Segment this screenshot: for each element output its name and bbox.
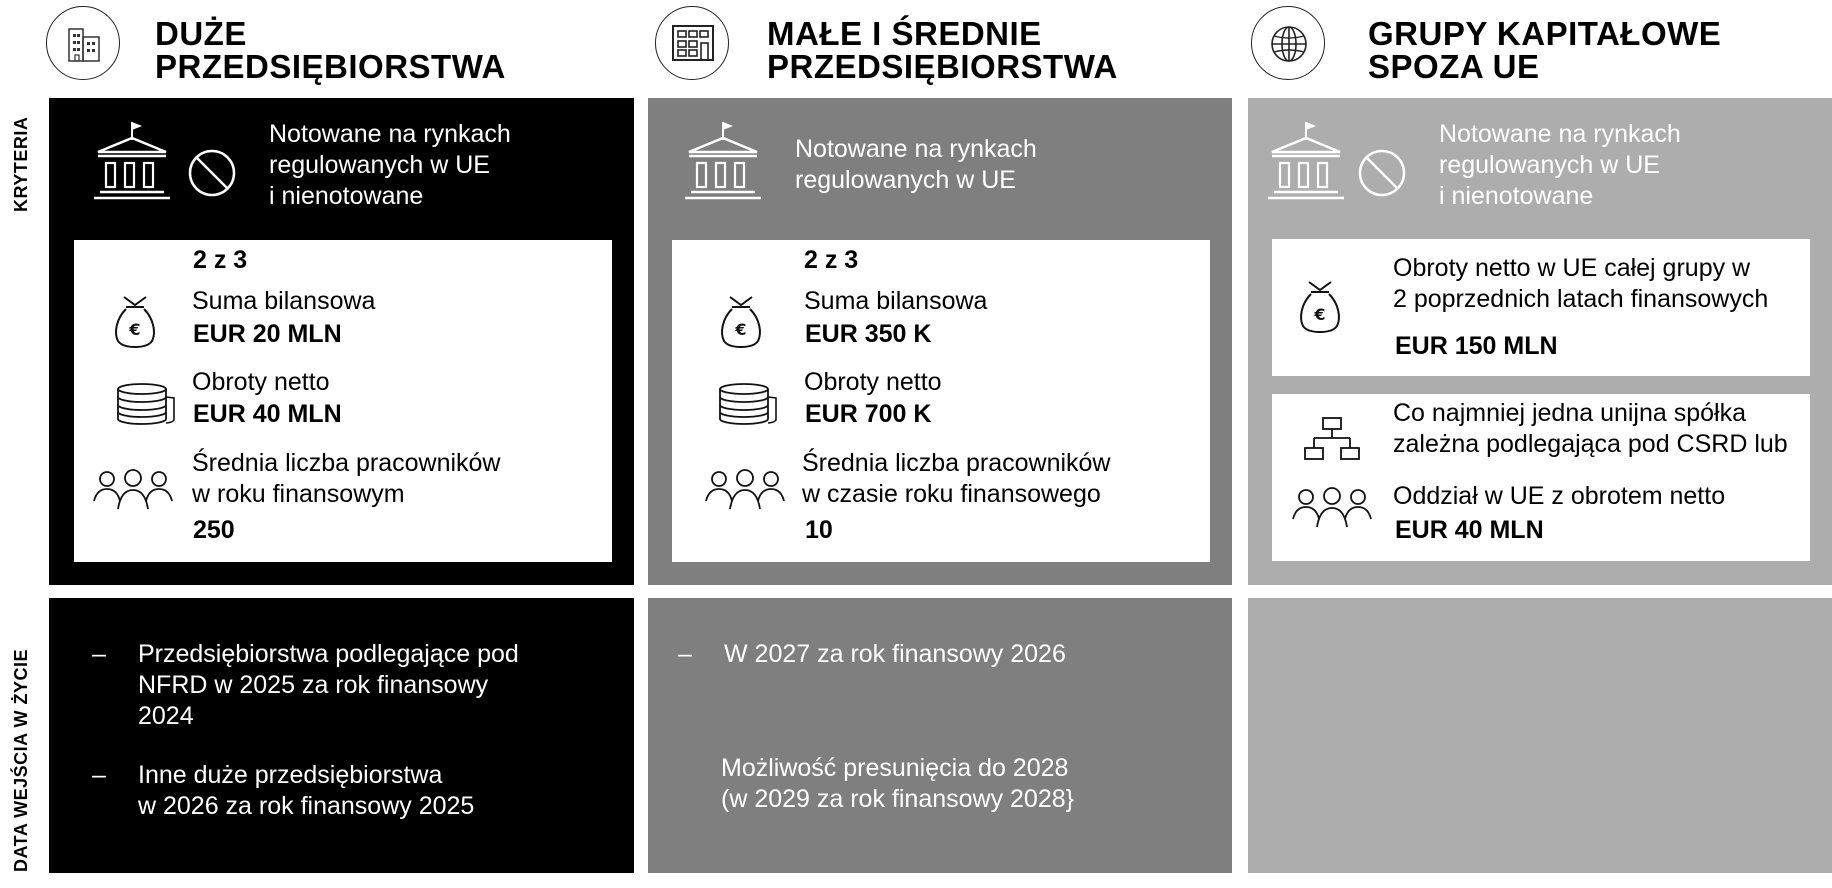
criterion-value: EUR 20 MLN <box>193 320 342 348</box>
svg-text:€: € <box>129 320 141 339</box>
group-turnover-value: EUR 150 MLN <box>1395 332 1558 360</box>
people-icon <box>1292 487 1372 529</box>
branch-value: EUR 40 MLN <box>1395 516 1544 544</box>
criterion-label: Obroty netto <box>804 368 942 396</box>
money-bag-icon <box>718 293 764 349</box>
criterion-label: Średnia liczba pracowników w czasie roku finansowego <box>802 449 1111 508</box>
building-grid-icon <box>655 6 729 80</box>
office-building-icon <box>46 6 120 80</box>
coin-stack-icon <box>116 382 176 426</box>
criterion-value: 250 <box>193 516 235 544</box>
postponement-note: Możliwość presunięcia do 2028 (w 2029 za rok finansowy 2028} <box>721 754 1074 813</box>
column-title-non-eu: GRUPY KAPITAŁOWE SPOZA UE <box>1368 15 1722 85</box>
date-item: W 2027 za rok finansowy 2026 <box>724 640 1066 668</box>
criterion-label: Suma bilansowa <box>192 287 376 315</box>
criterion-label: Średnia liczba pracowników w roku finansowym <box>192 449 501 508</box>
date-bullet: – <box>92 761 106 789</box>
branch-text: Oddział w UE z obrotem netto <box>1393 482 1726 510</box>
stock-exchange-icon <box>1266 118 1348 202</box>
listing-text-sme: Notowane na rynkach regulowanych w UE <box>795 135 1037 194</box>
date-panel-non-eu <box>1248 598 1832 873</box>
criterion-value: 10 <box>805 516 833 544</box>
stock-exchange-icon <box>92 118 174 202</box>
criterion-label: Suma bilansowa <box>804 287 988 315</box>
date-item: Inne duże przedsiębiorstwa w 2026 za rok finansowy 2025 <box>138 761 475 820</box>
threshold-heading: 2 z 3 <box>804 246 859 274</box>
criterion-value: EUR 40 MLN <box>193 400 342 428</box>
prohibited-icon <box>1356 147 1408 199</box>
effective-date-row-label: DATA WEJŚCIA W ŻYCIE <box>11 649 31 872</box>
column-title-large: DUŻE PRZEDSIĘBIORSTWA <box>155 15 506 85</box>
date-bullet: – <box>678 640 692 668</box>
people-icon <box>93 469 173 511</box>
svg-text:€: € <box>1314 305 1326 324</box>
group-turnover-text: Obroty netto w UE całej grupy w 2 poprzednich latach finansowych <box>1393 254 1769 313</box>
globe-icon <box>1251 6 1325 80</box>
listing-text-large: Notowane na rynkach regulowanych w UE i nienotowane <box>269 120 511 210</box>
criteria-row-label: KRYTERIA <box>11 116 31 212</box>
date-item: Przedsiębiorstwa podlegające pod NFRD w 2025 za rok finansowy 2024 <box>138 640 519 730</box>
svg-text:€: € <box>735 320 747 339</box>
coin-stack-icon <box>718 382 778 426</box>
money-bag-icon <box>112 293 158 349</box>
money-bag-icon <box>1297 278 1343 334</box>
listing-text-non-eu: Notowane na rynkach regulowanych w UE i nienotowane <box>1439 120 1681 210</box>
org-chart-icon <box>1304 416 1360 462</box>
subsidiary-text: Co najmniej jedna unijna spółka zależna podlegająca pod CSRD lub <box>1393 399 1788 458</box>
criterion-value: EUR 700 K <box>805 400 932 428</box>
criterion-value: EUR 350 K <box>805 320 932 348</box>
date-bullet: – <box>92 640 106 668</box>
criterion-label: Obroty netto <box>192 368 330 396</box>
people-icon <box>705 469 785 511</box>
prohibited-icon <box>186 147 238 199</box>
column-title-sme: MAŁE I ŚREDNIE PRZEDSIĘBIORSTWA <box>767 15 1118 85</box>
threshold-heading: 2 z 3 <box>193 246 248 274</box>
stock-exchange-icon <box>683 118 765 202</box>
